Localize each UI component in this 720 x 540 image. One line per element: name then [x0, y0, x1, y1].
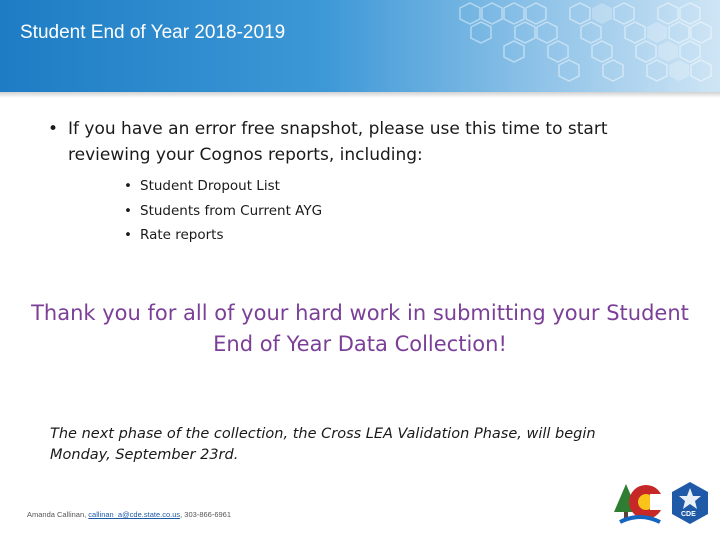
sub-bullet-text: Rate reports — [140, 227, 224, 243]
title-banner — [0, 0, 720, 92]
list-item — [124, 174, 688, 199]
main-bullet-text: If you have an error free snapshot, please use this time to start reviewing your Cognos reports, including: — [68, 119, 608, 165]
list-item — [124, 223, 688, 248]
sub-bullet-list — [124, 174, 688, 248]
sub-bullet-text: Students from Current AYG — [140, 202, 323, 219]
bullet-dot-icon: • — [124, 178, 132, 194]
footer-logos — [610, 478, 714, 528]
contact-phone: , 303-866-6961 — [180, 510, 232, 519]
bullet-dot-icon: • — [48, 119, 59, 139]
bullet-dot-icon: • — [124, 227, 132, 243]
sub-bullet-text: Student Dropout List — [140, 178, 280, 194]
list-item — [124, 199, 688, 224]
banner-shadow — [0, 92, 720, 98]
bullet-dot-icon: • — [124, 202, 132, 219]
hexagon-pattern-icon — [420, 0, 720, 92]
cde-logo-icon — [670, 480, 710, 526]
next-phase-note: The next phase of the collection, the Cross LEA Validation Phase, will begin Monday, September 23rd. — [50, 426, 596, 463]
footer-contact — [27, 510, 231, 519]
contact-name: Amanda Callinan, — [27, 510, 87, 519]
bullet-list — [48, 116, 688, 248]
contact-email-link[interactable]: callinan_a@cde.state.co.us — [88, 510, 181, 519]
thank-you-message: Thank you for all of your hard work in submitting your Student End of Year Data Collection! — [31, 301, 689, 356]
main-bullet — [48, 116, 688, 168]
cde-logo-text: CDE — [681, 511, 696, 518]
slide-title: Student End of Year 2018-2019 — [20, 22, 286, 43]
